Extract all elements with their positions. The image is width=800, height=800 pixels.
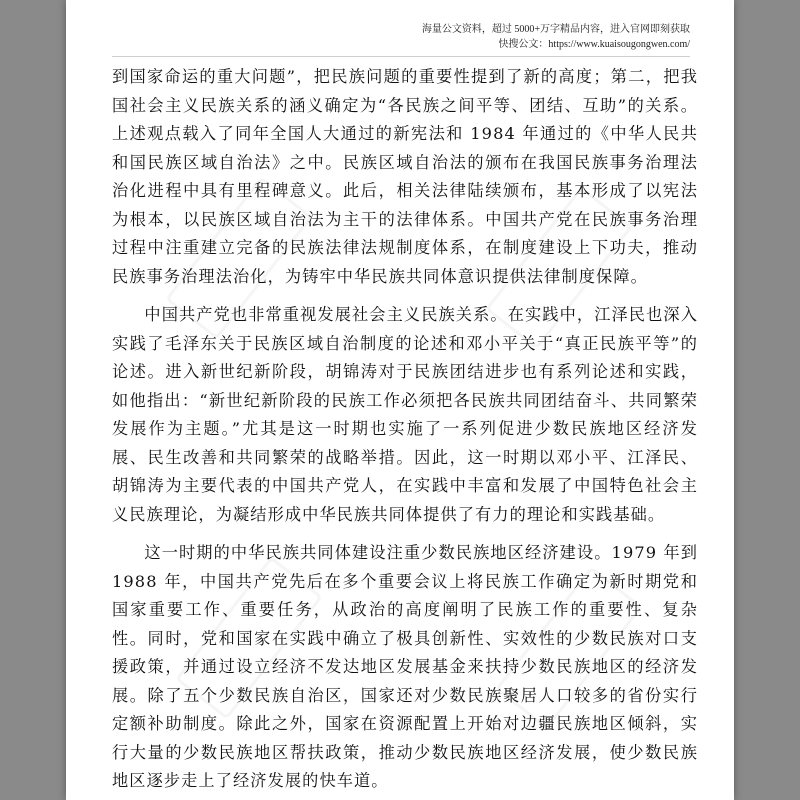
header-divider [112,56,690,57]
header-site-text: 快搜公文：https://www.kuaisougongwen.com/ [498,39,690,50]
paragraph: 中国共产党也非常重视发展社会主义民族关系。在实践中，江泽民也深入实践了毛泽东关于民族区域自治制度的论述和邓小平关于“真正民族平等”的论述。进入新世纪新阶段，胡锦涛对于民族团结进步也有系列论述和实践，如他指出：“新世纪新阶段的民族工作必须把各民族共同团结奋斗、共同繁荣发展作为主题。”尤其是这一时期也实施了一系列促进少数民族地区经济发展、民生改善和共同繁荣的战略举措。因此，这一时期以邓小平、江泽民、胡锦涛为主要代表的中国共产党人，在实践中丰富和发展了中国特色社会主义民族理论，为凝结形成中华民族共同体提供了有力的理论和实践基础。 [112,305,698,524]
paragraph: 这一时期的中华民族共同体建设注重少数民族地区经济建设。1979 年到 1988 年，中国共产党先后在多个重要会议上将民族工作确定为新时期党和国家重要工作、重要任务，从政治的高度阐明了民族工作的重要性、复杂性。同时，党和国家在实践中确立了极具创新性、实效性的少数民族对口支援政策，并通过设立经济不发达地区发展基金来扶持少数民族地区的经济发展。除了五个少数民族自治区，国家还对少数民族聚居人口较多的省份实行定额补助制度。除此之外，国家在资源配置上开始对边疆民族地区倾斜，实行大量的少数民族地区帮扶政策，推动少数民族地区经济发展，使少数民族地区逐步走上了经济发展的快车道。 [112,543,698,790]
page-header [270,22,690,52]
document-body [112,63,698,800]
document-page [66,0,734,800]
paragraph: 到国家命运的重大问题”，把民族问题的重要性提到了新的高度；第二，把我国社会主义民族关系的涵义确定为“各民族之间平等、团结、互助”的关系。上述观点载入了同年全国人大通过的新宪法和 1984 年通过的《中华人民共和国民族区域自治法》之中。民族区域自治法的颁布在我国民族事务治理法治化进程中具有里程碑意义。此后，相关法律陆续颁布，基本形成了以宪法为根本，以民族区域自治法为主干的法律体系。中国共产党在民族事务治理过程中注重建立完备的民族法律法规制度体系，在制度建设上下功夫，推动民族事务治理法治化，为铸牢中华民族共同体意识提供法律制度保障。 [112,67,698,286]
header-promo-text: 海量公文资料，超过 5000+万字精品内容，进入官网即刻获取 [421,24,690,35]
